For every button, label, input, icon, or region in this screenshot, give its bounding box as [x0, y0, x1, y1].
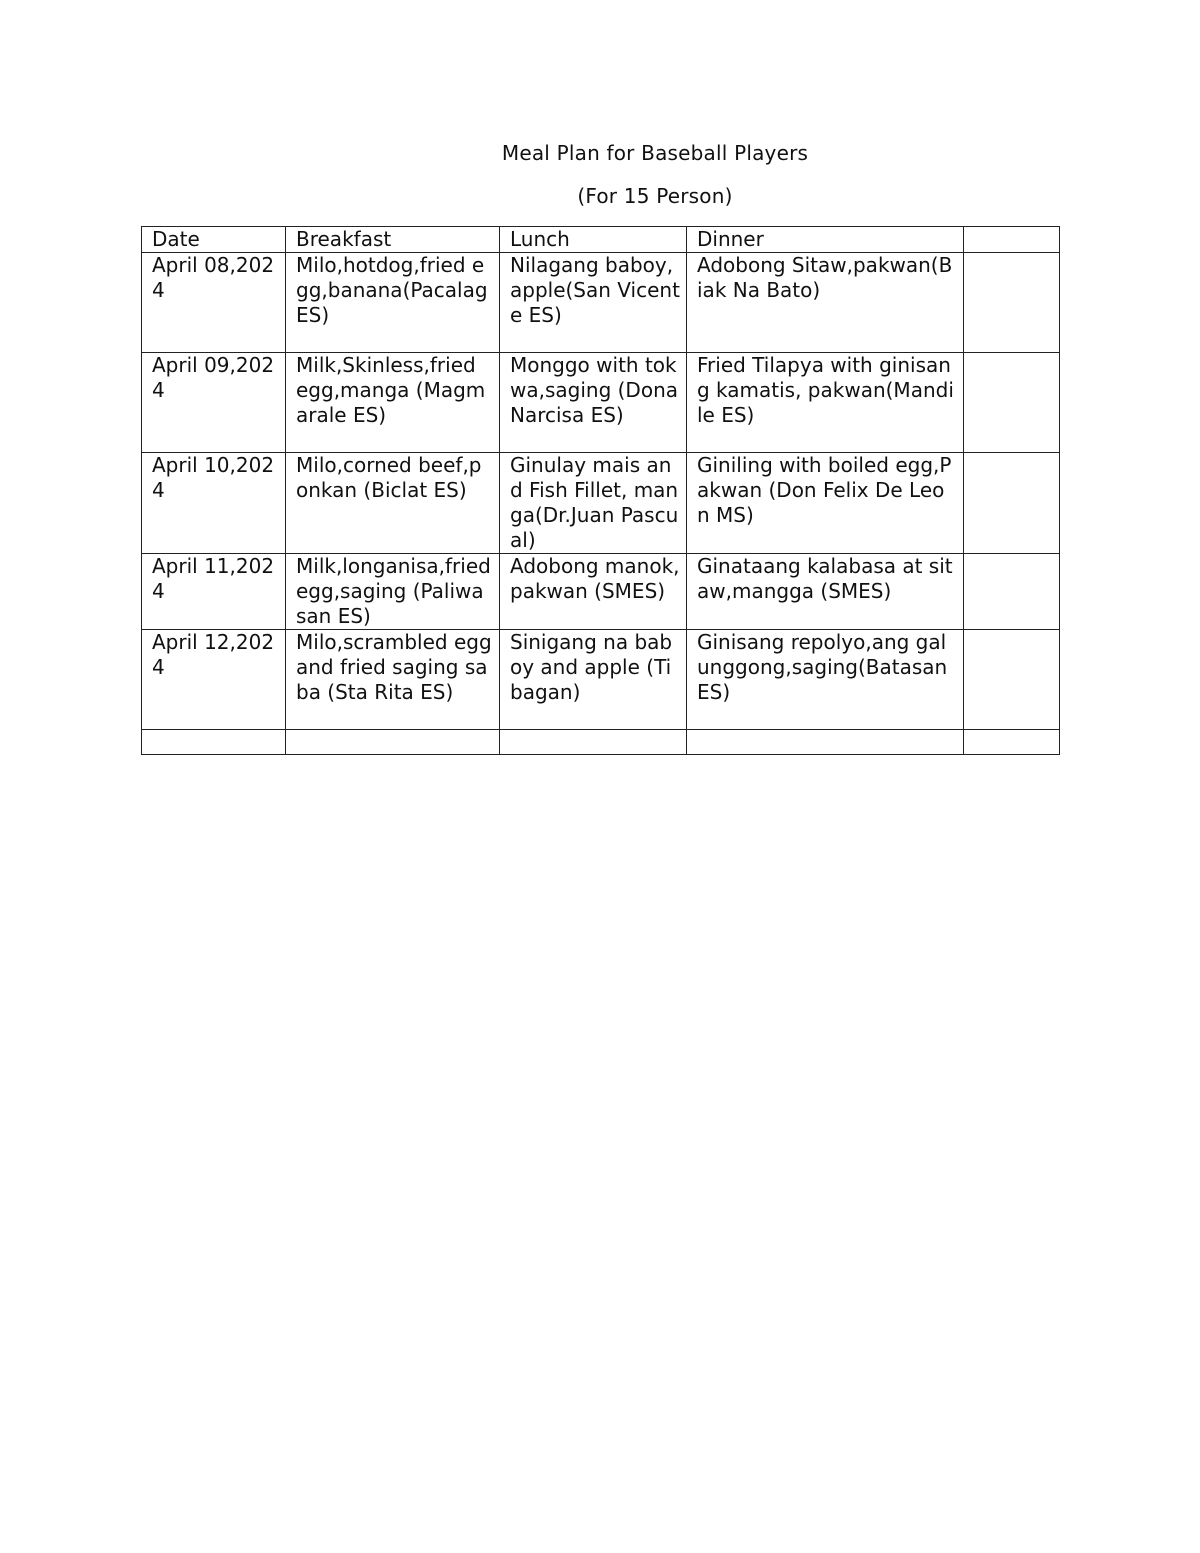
table-row — [142, 353, 1060, 453]
cell-breakfast: Milk,Skinless,fried egg,manga (Magmarale ES) — [286, 353, 500, 453]
cell-breakfast: Milk,longanisa,fried egg,saging (Paliwasan ES) — [286, 554, 500, 630]
table-header-row — [142, 227, 1060, 253]
table-row — [142, 630, 1060, 730]
cell-breakfast: Milo,hotdog,fried egg,banana(Pacalag ES) — [286, 253, 500, 353]
header-dinner: Dinner — [687, 227, 964, 253]
cell-extra — [964, 554, 1060, 630]
table-row-empty — [142, 730, 1060, 755]
cell-lunch: Sinigang na baboy and apple (Tibagan) — [500, 630, 687, 730]
cell-dinner: Fried Tilapya with ginisang kamatis, pakwan(Mandile ES) — [687, 353, 964, 453]
table-row — [142, 253, 1060, 353]
cell-date: April 11,2024 — [142, 554, 286, 630]
cell-empty — [964, 730, 1060, 755]
cell-extra — [964, 453, 1060, 554]
table-row — [142, 554, 1060, 630]
cell-lunch: Adobong manok,pakwan (SMES) — [500, 554, 687, 630]
cell-empty — [687, 730, 964, 755]
cell-breakfast: Milo,scrambled egg and fried saging saba (Sta Rita ES) — [286, 630, 500, 730]
cell-extra — [964, 253, 1060, 353]
cell-dinner: Adobong Sitaw,pakwan(Biak Na Bato) — [687, 253, 964, 353]
cell-date: April 09,2024 — [142, 353, 286, 453]
cell-empty — [286, 730, 500, 755]
cell-extra — [964, 353, 1060, 453]
cell-date: April 10,2024 — [142, 453, 286, 554]
header-breakfast: Breakfast — [286, 227, 500, 253]
header-lunch: Lunch — [500, 227, 687, 253]
document-title: Meal Plan for Baseball Players — [501, 141, 809, 165]
header-extra — [964, 227, 1060, 253]
cell-empty — [500, 730, 687, 755]
table-row — [142, 453, 1060, 554]
cell-breakfast: Milo,corned beef,ponkan (Biclat ES) — [286, 453, 500, 554]
cell-extra — [964, 630, 1060, 730]
cell-date: April 08,2024 — [142, 253, 286, 353]
cell-dinner: Ginataang kalabasa at sitaw,mangga (SMES) — [687, 554, 964, 630]
meal-plan-table — [141, 226, 1060, 755]
cell-lunch: Ginulay mais and Fish Fillet, manga(Dr.Juan Pascual) — [500, 453, 687, 554]
header-date: Date — [142, 227, 286, 253]
cell-date: April 12,2024 — [142, 630, 286, 730]
document-subtitle: (For 15 Person) — [577, 184, 733, 208]
cell-lunch: Monggo with tokwa,saging (Dona Narcisa ES) — [500, 353, 687, 453]
cell-dinner: Ginisang repolyo,ang galunggong,saging(Batasan ES) — [687, 630, 964, 730]
cell-lunch: Nilagang baboy, apple(San Vicente ES) — [500, 253, 687, 353]
cell-empty — [142, 730, 286, 755]
cell-dinner: Giniling with boiled egg,Pakwan (Don Felix De Leon MS) — [687, 453, 964, 554]
